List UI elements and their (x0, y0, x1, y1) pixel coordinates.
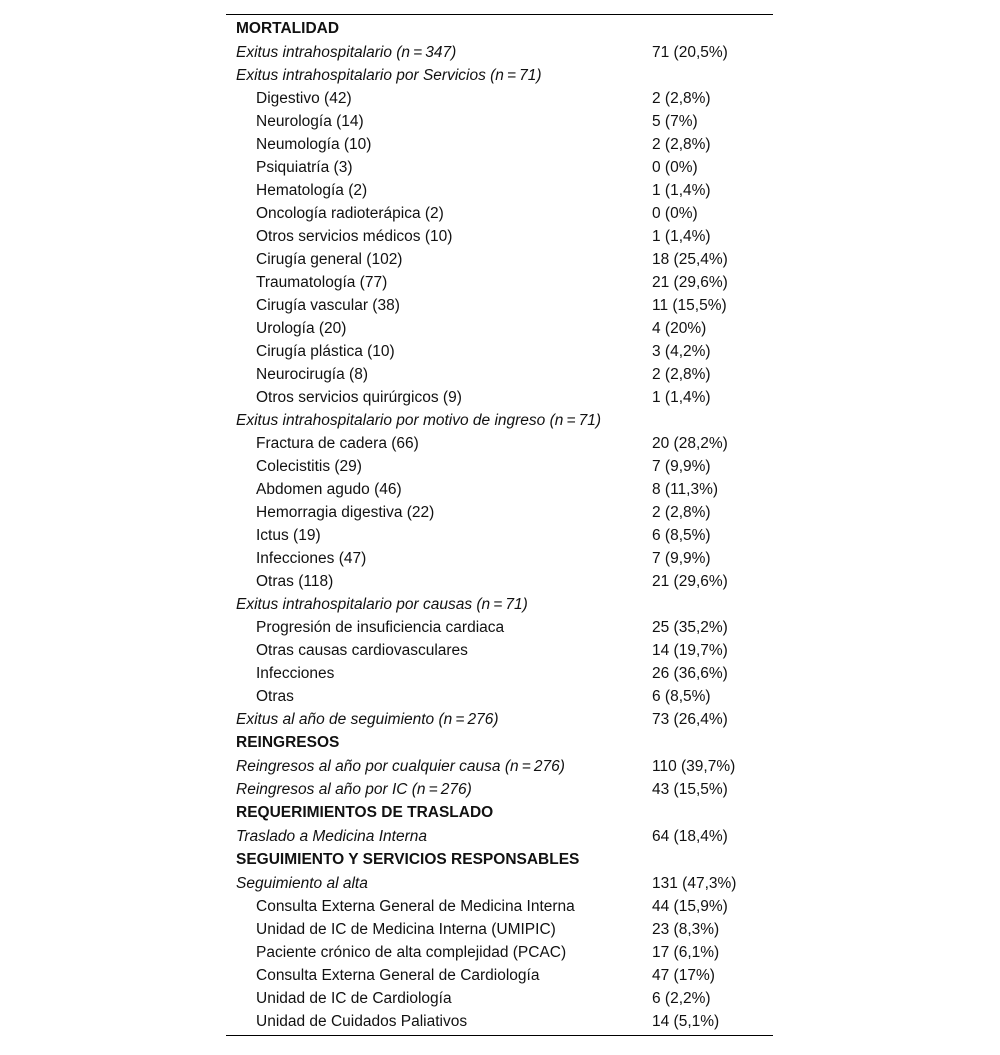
row-label: Paciente crónico de alta complejidad (PCAC) (256, 944, 567, 961)
row-label: Otros servicios médicos (10) (256, 228, 453, 245)
row-label: Cirugía plástica (10) (256, 343, 395, 360)
table-row (226, 524, 773, 547)
row-label: Exitus intrahospitalario por causas (n = 71) (236, 596, 528, 613)
table-group-row (226, 41, 773, 64)
row-value: 43 (15,5%) (652, 781, 728, 798)
table-row (226, 478, 773, 501)
row-value: 2 (2,8%) (652, 90, 711, 107)
row-value: 0 (0%) (652, 205, 698, 222)
row-value: 73 (26,4%) (652, 711, 728, 728)
row-label: Exitus intrahospitalario (n = 347) (236, 44, 457, 61)
row-label: Fractura de cadera (66) (256, 435, 419, 452)
table-row (226, 363, 773, 386)
row-value: 2 (2,8%) (652, 366, 711, 383)
table-group-row (226, 708, 773, 731)
row-label: Reingresos al año por cualquier causa (n = 276) (236, 758, 565, 775)
table-row (226, 616, 773, 639)
row-value: 2 (2,8%) (652, 504, 711, 521)
row-value: 110 (39,7%) (652, 758, 736, 775)
table-row (226, 317, 773, 340)
row-label: Colecistitis (29) (256, 458, 362, 475)
row-label: Hematología (2) (256, 182, 368, 199)
row-label: Exitus al año de seguimiento (n = 276) (236, 711, 499, 728)
row-label: Urología (20) (256, 320, 347, 337)
row-value: 18 (25,4%) (652, 251, 728, 268)
row-value: 20 (28,2%) (652, 435, 728, 452)
row-label: Seguimiento al alta (236, 875, 368, 892)
row-label: Infecciones (47) (256, 550, 367, 567)
row-label: Unidad de IC de Medicina Interna (UMIPIC) (256, 921, 556, 938)
table-group-row (226, 872, 773, 895)
table-group-row (226, 755, 773, 778)
row-label: Otras causas cardiovasculares (256, 642, 468, 659)
row-label: Oncología radioterápica (2) (256, 205, 444, 222)
row-value: 1 (1,4%) (652, 182, 711, 199)
row-label: Exitus intrahospitalario por Servicios (n = 71) (236, 67, 542, 84)
table-group-row (226, 825, 773, 848)
row-value: 1 (1,4%) (652, 228, 711, 245)
row-label: Traumatología (77) (256, 274, 388, 291)
row-value: 14 (5,1%) (652, 1013, 720, 1030)
row-value: 2 (2,8%) (652, 136, 711, 153)
table-row (226, 156, 773, 179)
row-label: Exitus intrahospitalario por motivo de ingreso (n = 71) (236, 412, 602, 429)
row-value: 17 (6,1%) (652, 944, 720, 961)
row-value: 44 (15,9%) (652, 898, 728, 915)
row-value: 0 (0%) (652, 159, 698, 176)
row-label: Cirugía general (102) (256, 251, 403, 268)
table-row (226, 941, 773, 964)
row-label: Digestivo (42) (256, 90, 352, 107)
table-group-row (226, 778, 773, 801)
row-label: Neumología (10) (256, 136, 372, 153)
section-heading: REINGRESOS (236, 734, 340, 751)
row-value: 131 (47,3%) (652, 875, 737, 892)
row-label: Unidad de Cuidados Paliativos (256, 1013, 468, 1030)
row-value: 23 (8,3%) (652, 921, 720, 938)
section-heading: REQUERIMIENTOS DE TRASLADO (236, 804, 494, 821)
table-group-row (226, 593, 773, 616)
row-label: Otros servicios quirúrgicos (9) (256, 389, 462, 406)
row-value: 6 (8,5%) (652, 688, 711, 705)
table-row (226, 570, 773, 593)
table-row (226, 386, 773, 409)
table-row (226, 1010, 773, 1033)
row-value: 1 (1,4%) (652, 389, 711, 406)
results-table (226, 14, 773, 1036)
row-value: 64 (18,4%) (652, 828, 728, 845)
table-row (226, 179, 773, 202)
row-value: 5 (7%) (652, 113, 698, 130)
row-value: 21 (29,6%) (652, 573, 728, 590)
section-heading: SEGUIMIENTO Y SERVICIOS RESPONSABLES (236, 851, 580, 868)
row-label: Ictus (19) (256, 527, 321, 544)
table-row (226, 639, 773, 662)
row-value: 14 (19,7%) (652, 642, 728, 659)
row-label: Otras (256, 688, 294, 705)
table-group-row (226, 64, 773, 87)
row-label: Neurología (14) (256, 113, 364, 130)
table-row (226, 501, 773, 524)
row-value: 7 (9,9%) (652, 550, 711, 567)
table-row (226, 202, 773, 225)
table-row (226, 964, 773, 987)
table-row (226, 662, 773, 685)
row-label: Cirugía vascular (38) (256, 297, 400, 314)
table-row (226, 248, 773, 271)
row-label: Hemorragia digestiva (22) (256, 504, 435, 521)
table-row (226, 432, 773, 455)
row-label: Traslado a Medicina Interna (236, 828, 427, 845)
row-label: Unidad de IC de Cardiología (256, 990, 452, 1007)
row-value: 11 (15,5%) (652, 297, 727, 314)
section-heading: MORTALIDAD (236, 20, 340, 37)
row-value: 47 (17%) (652, 967, 715, 984)
row-value: 25 (35,2%) (652, 619, 728, 636)
table-row (226, 895, 773, 918)
table-row (226, 685, 773, 708)
row-value: 7 (9,9%) (652, 458, 711, 475)
table-row (226, 225, 773, 248)
table-row (226, 87, 773, 110)
row-value: 8 (11,3%) (652, 481, 719, 498)
row-label: Consulta Externa General de Medicina Interna (256, 898, 575, 915)
table-row (226, 340, 773, 363)
row-label: Progresión de insuficiencia cardiaca (256, 619, 505, 636)
table-row (226, 455, 773, 478)
row-label: Neurocirugía (8) (256, 366, 368, 383)
table-group-row (226, 409, 773, 432)
row-value: 6 (8,5%) (652, 527, 711, 544)
row-value: 4 (20%) (652, 320, 707, 337)
row-value: 6 (2,2%) (652, 990, 711, 1007)
table-row (226, 271, 773, 294)
row-label: Consulta Externa General de Cardiología (256, 967, 540, 984)
row-label: Reingresos al año por IC (n = 276) (236, 781, 472, 798)
row-label: Abdomen agudo (46) (256, 481, 402, 498)
table-row (226, 918, 773, 941)
table-row (226, 294, 773, 317)
table-row (226, 133, 773, 156)
row-value: 3 (4,2%) (652, 343, 711, 360)
row-value: 21 (29,6%) (652, 274, 728, 291)
row-value: 26 (36,6%) (652, 665, 728, 682)
table-row (226, 110, 773, 133)
row-label: Infecciones (256, 665, 335, 682)
row-label: Otras (118) (256, 573, 334, 590)
table-row (226, 987, 773, 1010)
row-value: 71 (20,5%) (652, 44, 728, 61)
row-label: Psiquiatría (3) (256, 159, 353, 176)
table-row (226, 547, 773, 570)
